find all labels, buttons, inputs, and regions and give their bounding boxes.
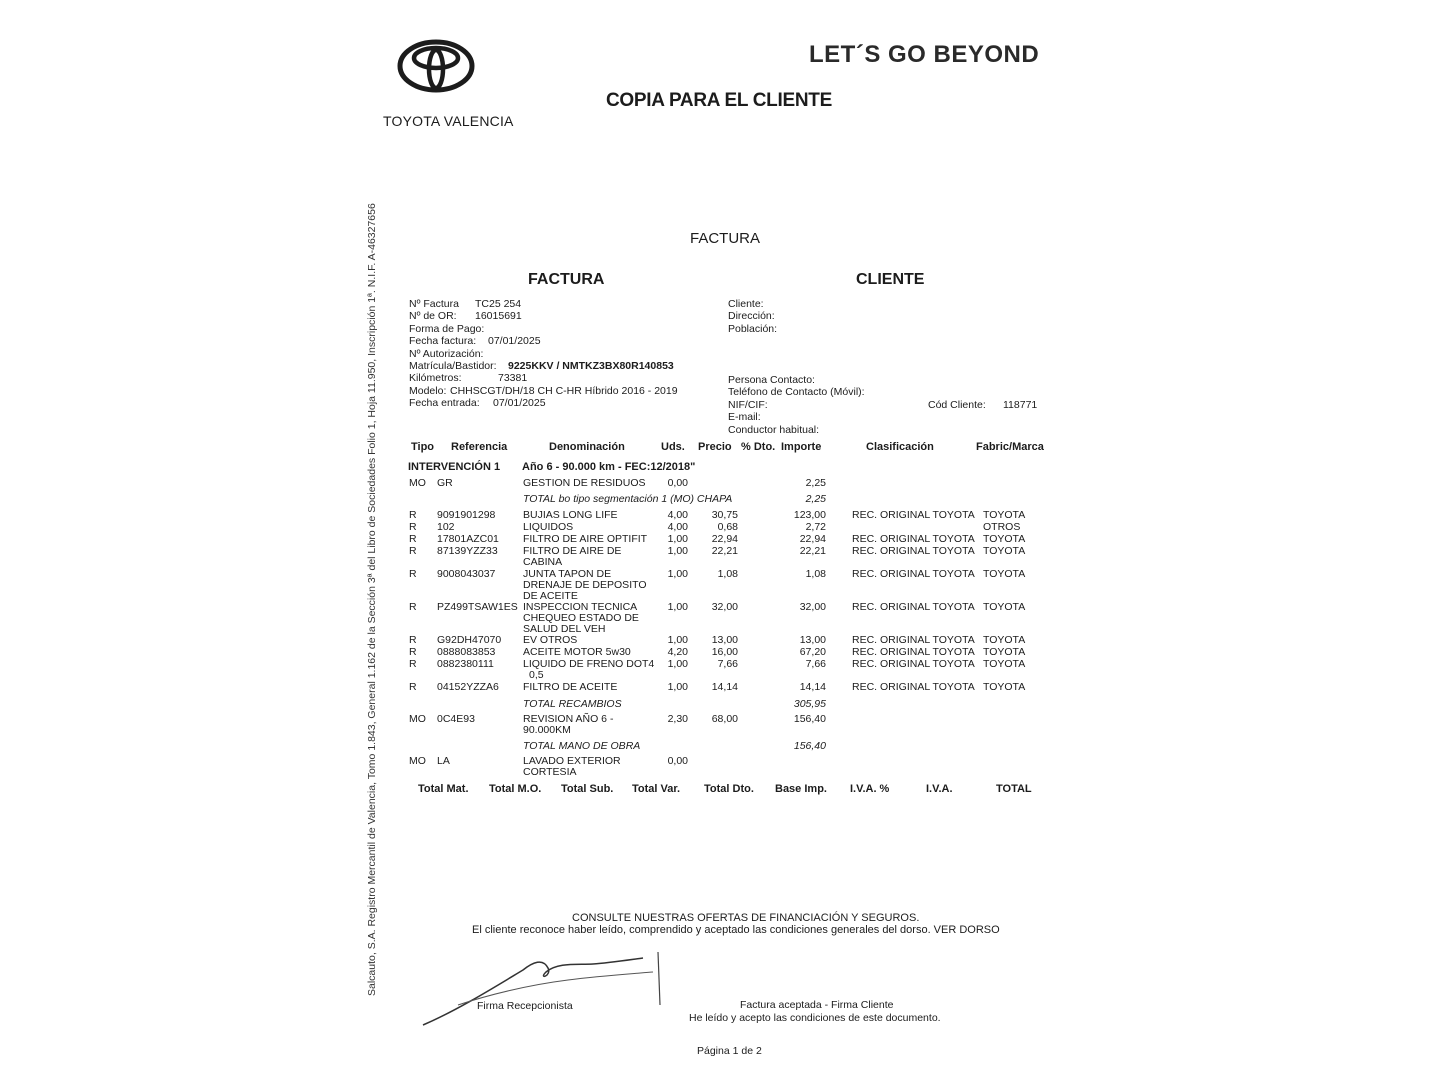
cell-importe: 32,00	[799, 601, 826, 613]
cliente-info	[728, 298, 777, 335]
cell-den: FILTRO DE ACEITE	[523, 681, 618, 693]
cell-den: LAVADO EXTERIOR	[523, 755, 621, 767]
cell-marca: TOYOTA	[983, 646, 1026, 658]
table-header-cell: Clasificación	[866, 441, 934, 453]
modelo-value: CHHSCGT/DH/18 CH C-HR Híbrido 2016 - 2019	[450, 384, 678, 397]
totals-header-cell: Total Dto.	[704, 783, 754, 795]
cell-importe: 1,08	[805, 568, 826, 580]
cell-ref: 0888083853	[437, 646, 496, 658]
totals-header-cell: I.V.A.	[926, 783, 953, 795]
nif-label: NIF/CIF:	[728, 398, 768, 411]
cell-den2: CORTESIA	[523, 766, 577, 778]
email-label: E-mail:	[728, 411, 761, 424]
cod-cliente-label: Cód Cliente:	[928, 399, 986, 411]
cell-den: TOTAL bo tipo segmentación 1 (MO) CHAPA	[523, 493, 733, 505]
totals-header-cell: Base Imp.	[775, 783, 827, 795]
table-header-cell: Precio	[698, 441, 732, 453]
table-header-cell: Uds.	[661, 441, 685, 453]
cell-marca: TOYOTA	[983, 658, 1026, 670]
page-number: Página 1 de 2	[697, 1045, 762, 1057]
signature-icon	[418, 950, 668, 1030]
cell-den: REVISION AÑO 6 -	[523, 713, 614, 725]
cell-den: EV OTROS	[523, 634, 578, 646]
matricula-label: Matrícula/Bastidor:	[409, 360, 497, 373]
cell-den3: DE ACEITE	[523, 590, 578, 602]
cell-clas: REC. ORIGINAL TOYOTA	[852, 646, 975, 658]
cell-marca: TOYOTA	[983, 509, 1026, 521]
cell-uds: 1,00	[667, 601, 688, 613]
cell-ref: PZ499TSAW1ES	[437, 601, 518, 613]
modelo-label: Modelo:	[409, 384, 447, 397]
cell-den: JUNTA TAPON DE	[523, 568, 612, 580]
matricula-value: 9225KKV / NMTKZ3BX80R140853	[508, 360, 674, 373]
cell-den: LIQUIDOS	[523, 521, 574, 533]
cell-den2: 0,5	[529, 669, 544, 681]
cell-den: LIQUIDO DE FRENO DOT4	[523, 658, 655, 670]
totals-header-cell: Total Mat.	[418, 783, 469, 795]
cell-ref: 0882380111	[437, 658, 494, 670]
cell-den3: SALUD DEL VEH	[523, 623, 606, 635]
n-or-label: Nº de OR:	[409, 310, 457, 323]
cell-den: TOTAL RECAMBIOS	[523, 698, 622, 710]
cell-precio: 68,00	[711, 713, 738, 725]
cell-tipo: R	[409, 634, 417, 646]
cell-clas: REC. ORIGINAL TOYOTA	[852, 601, 975, 613]
cell-clas: REC. ORIGINAL TOYOTA	[852, 509, 975, 521]
cell-ref: 0C4E93	[437, 713, 475, 725]
cell-uds: 1,00	[667, 681, 688, 693]
legal-side-text: Salcauto, S.A. Registro Mercantil de Valencia, Tomo 1.843, General 1.162 de la Sección 3ª del Libro de Sociedades Folio 1, Hoja 11.950, Inscripción 1ª. N.I.F. A-46327656	[366, 203, 378, 996]
table-header-cell: Fabric/Marca	[976, 441, 1044, 453]
autorizacion-label: Nº Autorización:	[409, 347, 484, 360]
firma-recepcionista: Firma Recepcionista	[477, 1000, 573, 1012]
brand-name: TOYOTA VALENCIA	[383, 113, 514, 129]
cell-marca: TOYOTA	[983, 601, 1026, 613]
intervention-label: INTERVENCIÓN 1	[408, 461, 501, 473]
cell-uds: 0,00	[667, 755, 688, 767]
fecha-entrada-value: 07/01/2025	[493, 397, 546, 410]
cell-ref: 9008043037	[437, 568, 496, 580]
cell-tipo: R	[409, 646, 417, 658]
cell-marca: TOYOTA	[983, 681, 1026, 693]
cell-importe: 2,72	[805, 521, 826, 533]
cell-importe: 7,66	[805, 658, 826, 670]
cell-den: TOTAL MANO DE OBRA	[523, 740, 641, 752]
cell-importe: 2,25	[805, 477, 826, 489]
cell-den2: DRENAJE DE DEPOSITO	[523, 579, 647, 591]
cell-precio: 22,94	[711, 533, 738, 545]
cell-den: BUJIAS LONG LIFE	[523, 509, 618, 521]
cell-precio: 14,14	[711, 681, 738, 693]
cell-den2: 90.000KM	[523, 724, 571, 736]
totals-header-cell: Total M.O.	[489, 783, 542, 795]
table-header-cell: Referencia	[451, 441, 508, 453]
cell-uds: 1,00	[667, 634, 688, 646]
table-header-cell: Denominación	[549, 441, 625, 453]
cell-importe: 13,00	[799, 634, 826, 646]
footer-conditions: El cliente reconoce haber leído, comprendido y aceptado las condiciones generales del dorso. VER DORSO	[472, 924, 1000, 936]
fecha-factura-value: 07/01/2025	[488, 335, 541, 348]
cell-clas: REC. ORIGINAL TOYOTA	[852, 568, 975, 580]
cell-den2: CHEQUEO ESTADO DE	[523, 612, 639, 624]
intervention-desc: Año 6 - 90.000 km - FEC:12/2018"	[522, 461, 696, 473]
cell-precio: 32,00	[711, 601, 738, 613]
cell-clas: REC. ORIGINAL TOYOTA	[852, 533, 975, 545]
cell-tipo: MO	[409, 755, 426, 767]
cell-clas: REC. ORIGINAL TOYOTA	[852, 545, 975, 557]
toyota-logo-icon	[396, 38, 476, 94]
cell-den: ACEITE MOTOR 5w30	[523, 646, 631, 658]
conductor-label: Conductor habitual:	[728, 423, 820, 436]
factura-info	[409, 298, 678, 410]
cell-clas: REC. ORIGINAL TOYOTA	[852, 681, 975, 693]
cell-tipo: R	[409, 568, 417, 580]
table-header-cell: Importe	[781, 441, 822, 453]
cell-marca: TOYOTA	[983, 545, 1026, 557]
totals-header-cell: Total Sub.	[561, 783, 614, 795]
cell-importe: 22,21	[799, 545, 826, 557]
totals-header-cell: I.V.A. %	[850, 783, 890, 795]
cell-den: GESTION DE RESIDUOS	[523, 477, 646, 489]
cell-tipo: R	[409, 658, 417, 670]
cell-precio: 16,00	[711, 646, 738, 658]
cell-marca: TOYOTA	[983, 533, 1026, 545]
cell-importe: 2,25	[805, 493, 826, 505]
cell-uds: 1,00	[667, 533, 688, 545]
cell-precio: 30,75	[711, 509, 738, 521]
factura-aceptada: Factura aceptada - Firma Cliente	[740, 999, 894, 1011]
cell-uds: 1,00	[667, 545, 688, 557]
cell-uds: 1,00	[667, 658, 688, 670]
cell-precio: 0,68	[717, 521, 738, 533]
cell-ref: LA	[437, 755, 450, 767]
n-or-value: 16015691	[475, 310, 522, 323]
cod-cliente	[928, 399, 1037, 411]
cell-uds: 1,00	[667, 568, 688, 580]
cell-den: FILTRO DE AIRE OPTIFIT	[523, 533, 648, 545]
cell-ref: 87139YZZ33	[437, 545, 498, 557]
km-label: Kilómetros:	[409, 372, 462, 385]
cod-cliente-value: 118771	[1003, 399, 1038, 411]
cell-uds: 4,00	[667, 509, 688, 521]
fecha-entrada-label: Fecha entrada:	[409, 397, 480, 410]
cell-den: INSPECCION TECNICA	[523, 601, 638, 613]
cell-uds: 4,00	[667, 521, 688, 533]
telefono-label: Teléfono de Contacto (Móvil):	[728, 386, 865, 399]
cliente-contact-info	[728, 374, 865, 436]
cell-tipo: R	[409, 533, 417, 545]
cell-importe: 123,00	[793, 509, 826, 521]
table-header-cell: % Dto.	[741, 441, 776, 453]
cell-den2: CABINA	[523, 556, 563, 568]
cell-ref: GR	[437, 477, 453, 489]
cell-marca: TOYOTA	[983, 568, 1026, 580]
cell-ref: 17801AZC01	[437, 533, 499, 545]
direccion-label: Dirección:	[728, 310, 775, 323]
cell-tipo: R	[409, 509, 417, 521]
cell-ref: 04152YZZA6	[437, 681, 499, 693]
cell-precio: 22,21	[711, 545, 738, 557]
cell-ref: G92DH47070	[437, 634, 502, 646]
leido-acepto: He leído y acepto las condiciones de este documento.	[689, 1012, 941, 1024]
cell-tipo: R	[409, 521, 417, 533]
cell-tipo: R	[409, 545, 417, 557]
cell-clas: REC. ORIGINAL TOYOTA	[852, 658, 975, 670]
persona-contacto-label: Persona Contacto:	[728, 374, 815, 386]
km-value: 73381	[498, 372, 528, 385]
totals-header-cell: Total Var.	[632, 783, 681, 795]
footer-financing: CONSULTE NUESTRAS OFERTAS DE FINANCIACIÓN Y SEGUROS.	[572, 912, 920, 924]
cliente-label: Cliente:	[728, 298, 764, 310]
cell-clas: REC. ORIGINAL TOYOTA	[852, 634, 975, 646]
cell-ref: 9091901298	[437, 509, 496, 521]
totals-header-cell: TOTAL	[996, 783, 1032, 795]
copy-label: COPIA PARA EL CLIENTE	[606, 90, 832, 111]
poblacion-label: Población:	[728, 322, 778, 335]
cell-tipo: R	[409, 601, 417, 613]
cell-importe: 14,14	[799, 681, 826, 693]
cell-importe: 156,40	[793, 740, 826, 752]
cell-precio: 1,08	[717, 568, 738, 580]
cell-uds: 2,30	[667, 713, 688, 725]
forma-pago-label: Forma de Pago:	[409, 322, 485, 335]
cell-ref: 102	[437, 521, 455, 533]
cell-precio: 7,66	[717, 658, 738, 670]
cell-importe: 305,95	[793, 698, 826, 710]
section-factura-heading: FACTURA	[528, 271, 605, 288]
n-factura-label: Nº Factura	[409, 298, 459, 310]
cell-importe: 156,40	[793, 713, 826, 725]
cell-uds: 0,00	[667, 477, 688, 489]
cell-den: FILTRO DE AIRE DE	[523, 545, 622, 557]
cell-marca: TOYOTA	[983, 634, 1026, 646]
cell-tipo: MO	[409, 713, 426, 725]
fecha-factura-label: Fecha factura:	[409, 335, 477, 348]
slogan: LET´S GO BEYOND	[809, 41, 1040, 68]
n-factura-value: TC25 254	[475, 298, 522, 310]
cell-tipo: MO	[409, 477, 426, 489]
document-title: FACTURA	[690, 230, 761, 247]
cell-uds: 4,20	[667, 646, 688, 658]
cell-importe: 67,20	[799, 646, 826, 658]
cell-tipo: R	[409, 681, 417, 693]
table-header-cell: Tipo	[411, 441, 435, 453]
cell-marca: OTROS	[983, 521, 1021, 533]
section-cliente-heading: CLIENTE	[856, 271, 925, 288]
cell-precio: 13,00	[711, 634, 738, 646]
cell-importe: 22,94	[799, 533, 826, 545]
